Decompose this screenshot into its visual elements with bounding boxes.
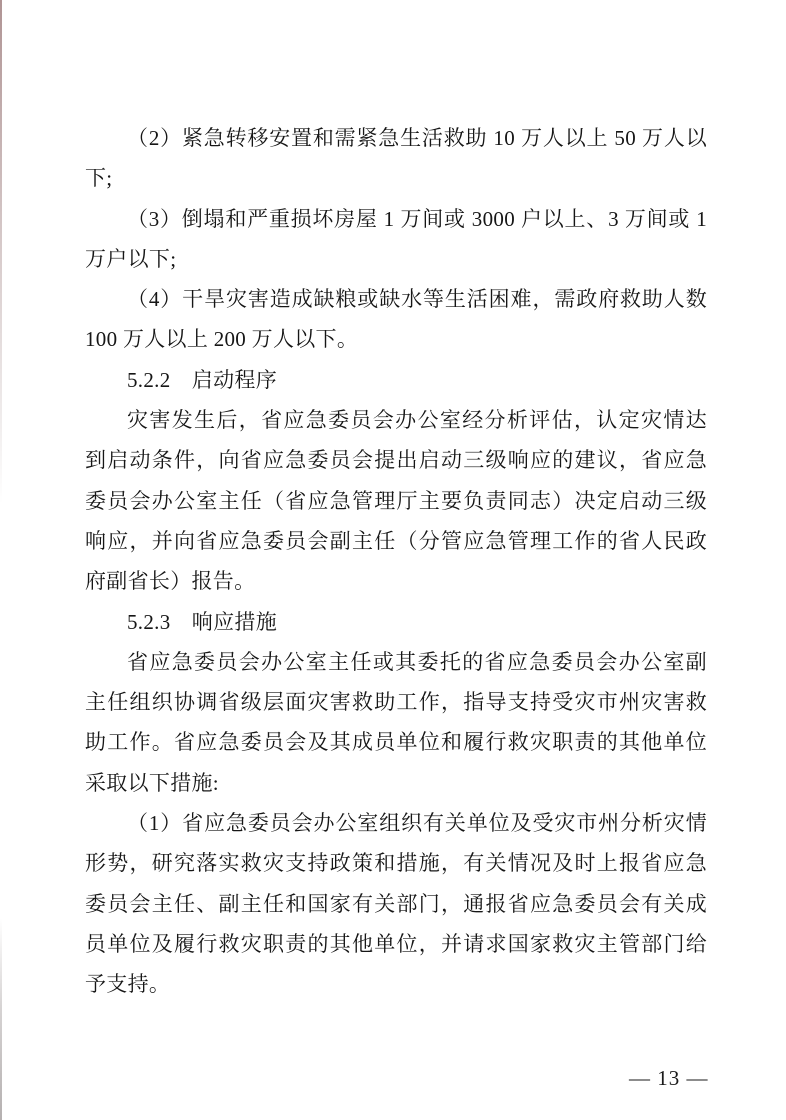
page-footer bbox=[604, 1042, 709, 1114]
paragraph-line: 响应，并向省应急委员会副主任（分管应急管理工作的省人民政 bbox=[85, 528, 707, 553]
scan-edge-artifact bbox=[0, 0, 2, 1120]
paragraph-line: 采取以下措施: bbox=[85, 770, 219, 795]
list-item-line: 委员会主任、副主任和国家有关部门，通报省应急委员会有关成 bbox=[85, 891, 707, 916]
paragraph-line: 灾害发生后，省应急委员会办公室经分析评估，认定灾情达 bbox=[127, 408, 707, 433]
section-heading: 5.2.2 启动程序 bbox=[127, 367, 277, 392]
list-item-line: （2）紧急转移安置和需紧急生活救助 10 万人以上 50 万人以 bbox=[127, 126, 707, 150]
list-item-line: 予支持。 bbox=[85, 972, 171, 997]
paragraph-line: 委员会办公室主任（省应急管理厅主要负责同志）决定启动三级 bbox=[85, 488, 707, 513]
document-body bbox=[85, 118, 707, 1005]
page-number: — 13 — bbox=[629, 1066, 709, 1090]
list-item-line: 万户以下; bbox=[85, 246, 177, 271]
section-heading: 5.2.3 响应措施 bbox=[127, 609, 277, 634]
list-item-line: 员单位及履行救灾职责的其他单位，并请求国家救灾主管部门给 bbox=[85, 931, 707, 956]
list-item-line: 100 万人以上 200 万人以下。 bbox=[85, 327, 359, 352]
list-item-line: （4）干旱灾害造成缺粮或缺水等生活困难，需政府救助人数 bbox=[127, 287, 707, 312]
paragraph-line: 主任组织协调省级层面灾害救助工作，指导支持受灾市州灾害救 bbox=[85, 690, 707, 715]
paragraph-line: 到启动条件，向省应急委员会提出启动三级响应的建议，省应急 bbox=[85, 448, 707, 473]
list-item-line: （1）省应急委员会办公室组织有关单位及受灾市州分析灾情 bbox=[127, 811, 707, 836]
paragraph-line: 府副省长）报告。 bbox=[85, 569, 256, 594]
paragraph-line: 助工作。省应急委员会及其成员单位和履行救灾职责的其他单位 bbox=[85, 730, 707, 755]
list-item-line: （3）倒塌和严重损坏房屋 1 万间或 3000 户以上、3 万间或 1 bbox=[127, 206, 707, 231]
list-item-line: 下; bbox=[85, 166, 113, 191]
paragraph-line: 省应急委员会办公室主任或其委托的省应急委员会办公室副 bbox=[127, 649, 707, 674]
list-item-line: 形势，研究落实救灾支持政策和措施，有关情况及时上报省应急 bbox=[85, 851, 707, 876]
